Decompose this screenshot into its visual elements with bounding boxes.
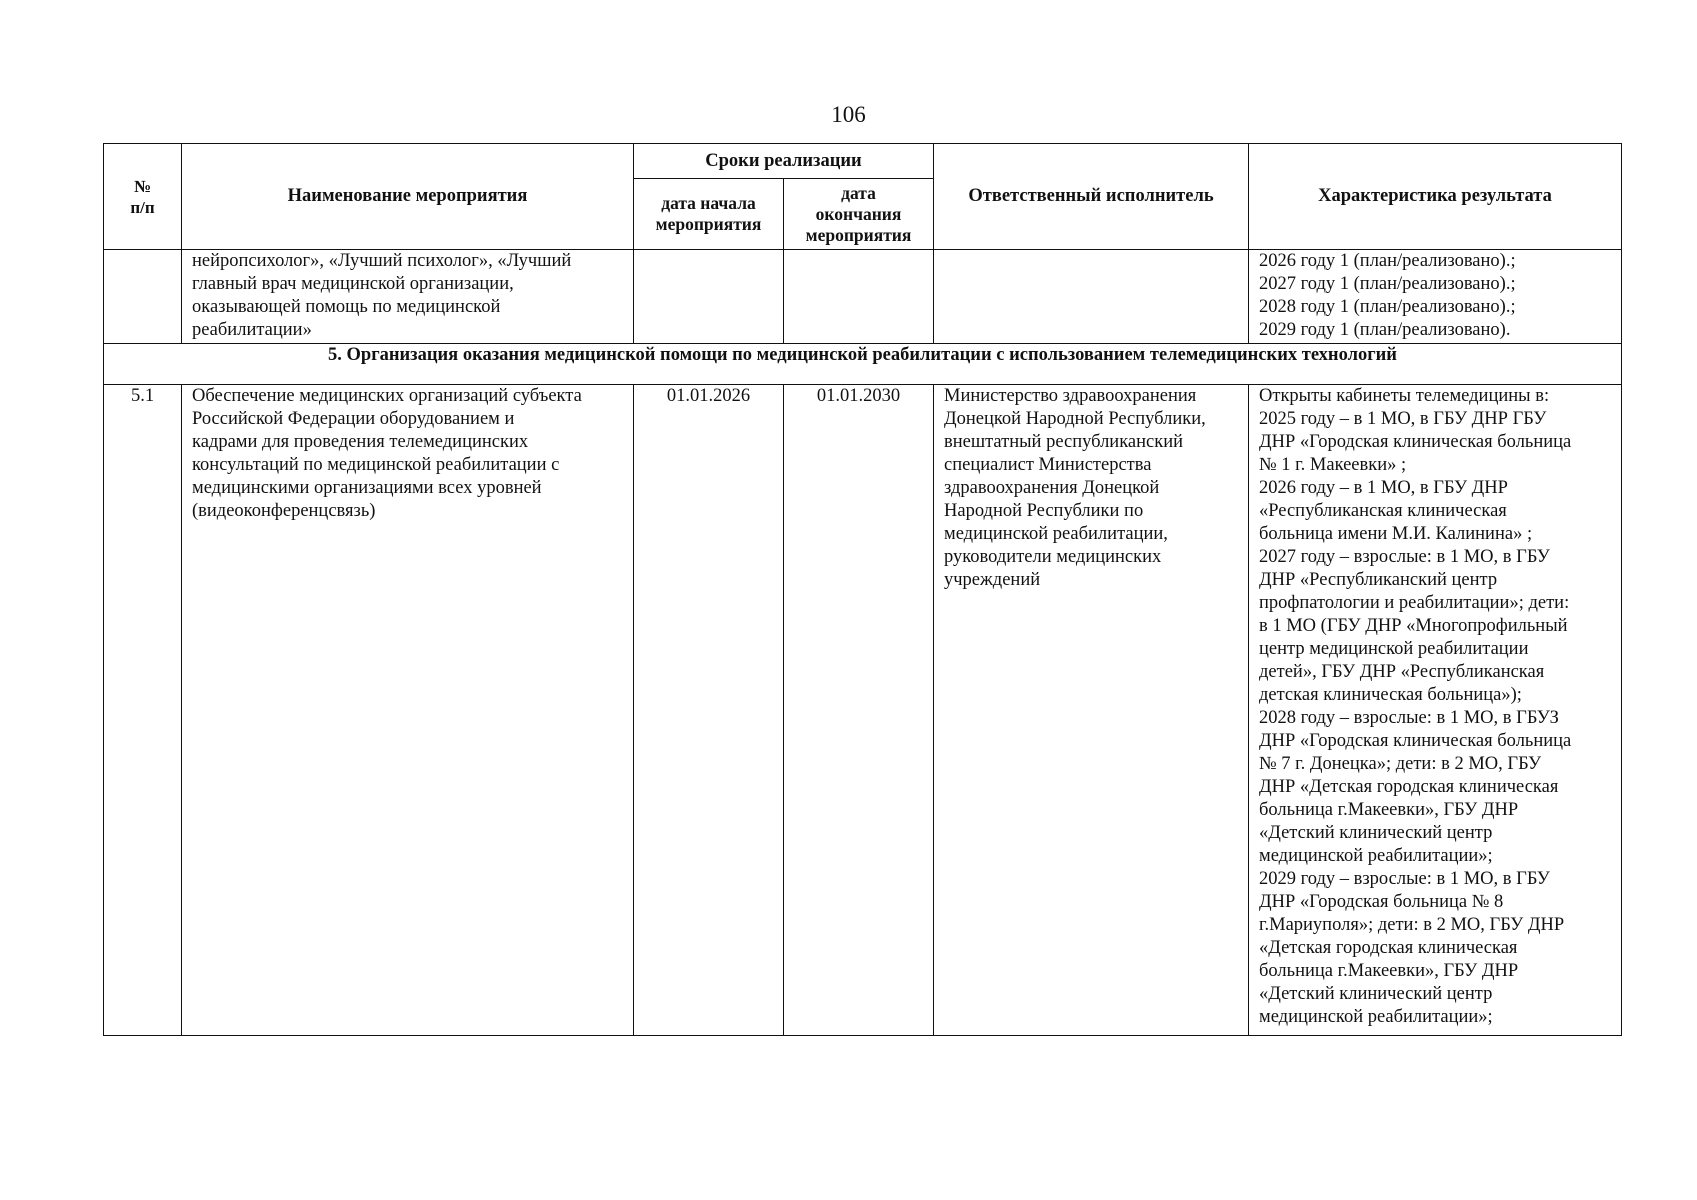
executor-line: внештатный республиканский bbox=[944, 432, 1184, 452]
result-line: детей», ГБУ ДНР «Республиканская bbox=[1259, 662, 1545, 682]
executor-line: медицинской реабилитации, bbox=[944, 524, 1168, 544]
result-line: 2027 году – взрослые: в 1 МО, в ГБУ bbox=[1259, 547, 1550, 567]
cell-num bbox=[104, 250, 182, 344]
result-line: «Детская городская клиническая bbox=[1259, 938, 1518, 958]
result-line: «Детский клинический центр bbox=[1259, 823, 1493, 843]
cell-end-date bbox=[784, 250, 934, 344]
executor-line: Донецкой Народной Республики, bbox=[944, 409, 1206, 429]
name-line: главный врач медицинской организации, bbox=[192, 274, 514, 294]
header-deadlines: Сроки реализации bbox=[634, 144, 934, 179]
result-line: «Детский клинический центр bbox=[1259, 984, 1493, 1004]
page-number: 106 bbox=[831, 102, 866, 127]
cell-start-date bbox=[634, 250, 784, 344]
result-line: ДНР «Городская больница № 8 bbox=[1259, 892, 1504, 912]
cell-result bbox=[1249, 250, 1622, 344]
name-line: медицинскими организациями всех уровней bbox=[192, 478, 542, 498]
result-line: Открыты кабинеты телемедицины в: bbox=[1259, 386, 1550, 406]
table-row-5-1 bbox=[104, 385, 1622, 1036]
header-result: Характеристика результата bbox=[1249, 144, 1622, 250]
cell-name bbox=[182, 385, 634, 1036]
result-line: больница имени М.И. Калинина» ; bbox=[1259, 524, 1533, 544]
name-line: оказывающей помощь по медицинской bbox=[192, 297, 501, 317]
measures-table bbox=[103, 143, 1622, 1036]
header-row-top bbox=[104, 144, 1622, 179]
result-line: 2029 году 1 (план/реализовано). bbox=[1259, 320, 1511, 340]
result-line: больница г.Макеевки», ГБУ ДНР bbox=[1259, 800, 1519, 820]
name-line: Российской Федерации оборудованием и bbox=[192, 409, 515, 429]
header-start-date: дата начала мероприятия bbox=[634, 179, 784, 250]
header-end-date: дата окончания мероприятия bbox=[784, 179, 934, 250]
cell-executor bbox=[934, 250, 1249, 344]
result-line: 2026 году 1 (план/реализовано).; bbox=[1259, 251, 1516, 271]
result-line: детская клиническая больница»); bbox=[1259, 685, 1522, 705]
cell-num: 5.1 bbox=[104, 385, 182, 1036]
name-line: реабилитации» bbox=[192, 320, 312, 340]
result-line: ДНР «Детская городская клиническая bbox=[1259, 777, 1559, 797]
result-line: медицинской реабилитации»; bbox=[1259, 1007, 1493, 1027]
result-line: медицинской реабилитации»; bbox=[1259, 846, 1493, 866]
result-line: 2028 году 1 (план/реализовано).; bbox=[1259, 297, 1516, 317]
result-line: центр медицинской реабилитации bbox=[1259, 639, 1529, 659]
table-row-continuation bbox=[104, 250, 1622, 344]
executor-line: Министерство здравоохранения bbox=[944, 386, 1197, 406]
result-line: 2025 году – в 1 МО, в ГБУ ДНР ГБУ bbox=[1259, 409, 1547, 429]
cell-result bbox=[1249, 385, 1622, 1036]
header-name: Наименование мероприятия bbox=[182, 144, 634, 250]
header-num bbox=[104, 144, 182, 250]
result-line: ДНР «Городская клиническая больница bbox=[1259, 432, 1572, 452]
cell-name bbox=[182, 250, 634, 344]
executor-line: специалист Министерства bbox=[944, 455, 1152, 475]
cell-executor bbox=[934, 385, 1249, 1036]
result-line: № 7 г. Донецка»; дети: в 2 МО, ГБУ bbox=[1259, 754, 1542, 774]
result-line: 2029 году – взрослые: в 1 МО, в ГБУ bbox=[1259, 869, 1550, 889]
section-title: 5. Организация оказания медицинской помощи по медицинской реабилитации с использованием телемедицинских технологий bbox=[104, 344, 1622, 385]
result-line: ДНР «Республиканский центр bbox=[1259, 570, 1498, 590]
name-line: Обеспечение медицинских организаций субъекта bbox=[192, 386, 582, 406]
name-line: (видеоконференцсвязь) bbox=[192, 501, 376, 521]
result-line: ДНР «Городская клиническая больница bbox=[1259, 731, 1572, 751]
section-row bbox=[104, 344, 1622, 385]
result-line: профпатологии и реабилитации»; дети: bbox=[1259, 593, 1570, 613]
cell-end-date: 01.01.2030 bbox=[784, 385, 934, 1036]
result-line: в 1 МО (ГБУ ДНР «Многопрофильный bbox=[1259, 616, 1568, 636]
result-line: 2027 году 1 (план/реализовано).; bbox=[1259, 274, 1516, 294]
result-line: 2028 году – взрослые: в 1 МО, в ГБУЗ bbox=[1259, 708, 1559, 728]
executor-line: здравоохранения Донецкой bbox=[944, 478, 1160, 498]
header-num-symbol: № п/п bbox=[130, 176, 155, 217]
name-line: кадрами для проведения телемедицинских bbox=[192, 432, 529, 452]
header-executor: Ответственный исполнитель bbox=[934, 144, 1249, 250]
result-line: 2026 году – в 1 МО, в ГБУ ДНР bbox=[1259, 478, 1508, 498]
executor-line: учреждений bbox=[944, 570, 1041, 590]
name-line: нейропсихолог», «Лучший психолог», «Лучший bbox=[192, 251, 572, 271]
name-line: консультаций по медицинской реабилитации с bbox=[192, 455, 560, 475]
result-line: г.Мариуполя»; дети: в 2 МО, ГБУ ДНР bbox=[1259, 915, 1565, 935]
result-line: № 1 г. Макеевки» ; bbox=[1259, 455, 1407, 475]
result-line: «Республиканская клиническая bbox=[1259, 501, 1507, 521]
executor-line: Народной Республики по bbox=[944, 501, 1144, 521]
executor-line: руководители медицинских bbox=[944, 547, 1162, 567]
result-line: больница г.Макеевки», ГБУ ДНР bbox=[1259, 961, 1519, 981]
cell-start-date: 01.01.2026 bbox=[634, 385, 784, 1036]
